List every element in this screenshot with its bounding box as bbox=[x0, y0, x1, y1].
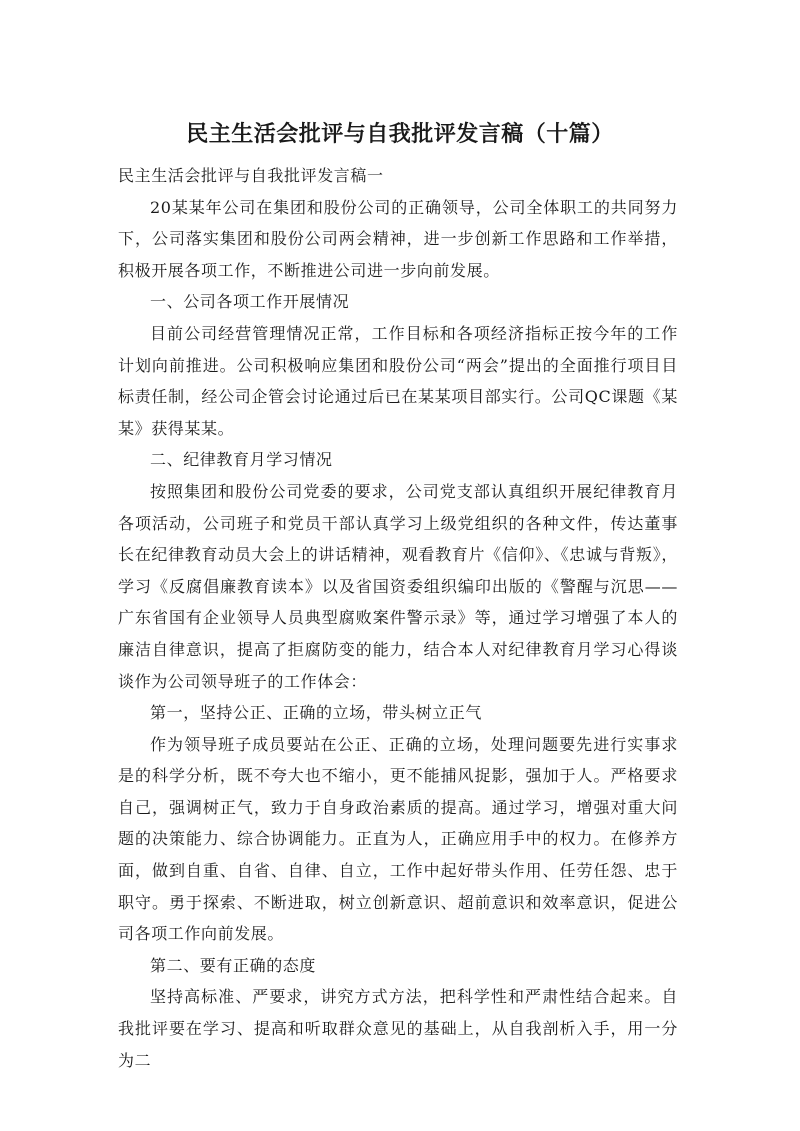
paragraph: 坚持高标准、严要求，讲究方式方法，把科学性和严肃性结合起来。自我批评要在学习、提高和听取群众意见的基础上，从自我剖析入手，用一分为二 bbox=[118, 987, 678, 1070]
paragraph: 按照集团和股份公司党委的要求，公司党支部认真组织开展纪律教育月各项活动，公司班子和党员干部认真学习上级党组织的各种文件，传达董事长在纪律教育动员大会上的讲话精神，观看教育片《信仰》、《忠诚与背叛》，学习《反腐倡廉教育读本》以及省国资委组织编印出版的《警醒与沉思——广东省国有企业领导人员典型腐败案件警示录》等，通过学习增强了本人的廉洁自律意识，提高了拒腐防变的能力，结合本人对纪律教育月学习心得谈谈作为公司领导班子的工作体会： bbox=[118, 481, 678, 691]
document-title: 民主生活会批评与自我批评发言稿（十篇） bbox=[186, 122, 614, 147]
sub-heading: 第二、要有正确的态度 bbox=[150, 955, 317, 975]
paragraph: 20某某年公司在集团和股份公司的正确领导，公司全体职工的共同努力下，公司落实集团和股份公司两会精神，进一步创新工作思路和工作举措，积极开展各项工作，不断推进公司进一步向前发展。 bbox=[118, 197, 678, 280]
paragraph: 目前公司经营管理情况正常，工作目标和各项经济指标正按今年的工作计划向前推进。公司积极响应集团和股份公司“两会”提出的全面推行项目目标责任制，经公司企管会讨论通过后已在某某项目部实行。公司QC课题《某某》获得某某。 bbox=[118, 323, 678, 438]
sub-heading: 第一，坚持公正、正确的立场，带头树立正气 bbox=[150, 703, 483, 723]
document-subtitle: 民主生活会批评与自我批评发言稿一 bbox=[118, 166, 384, 185]
section-heading: 二、纪律教育月学习情况 bbox=[150, 450, 333, 470]
section-heading: 一、公司各项工作开展情况 bbox=[150, 292, 350, 312]
document-body bbox=[118, 160, 678, 1076]
paragraph: 作为领导班子成员要站在公正、正确的立场，处理问题要先进行实事求是的科学分析，既不夸大也不缩小，更不能捕风捉影，强加于人。严格要求自己，强调树正气，致力于自身政治素质的提高。通过学习，增强对重大问题的决策能力、综合协调能力。正直为人，正确应用手中的权力。在修养方面，做到自重、自省、自律、自立，工作中起好带头作用、任劳任怨、忠于职守。勇于探索、不断进取，树立创新意识、超前意识和效率意识，促进公司各项工作向前发展。 bbox=[118, 734, 678, 944]
